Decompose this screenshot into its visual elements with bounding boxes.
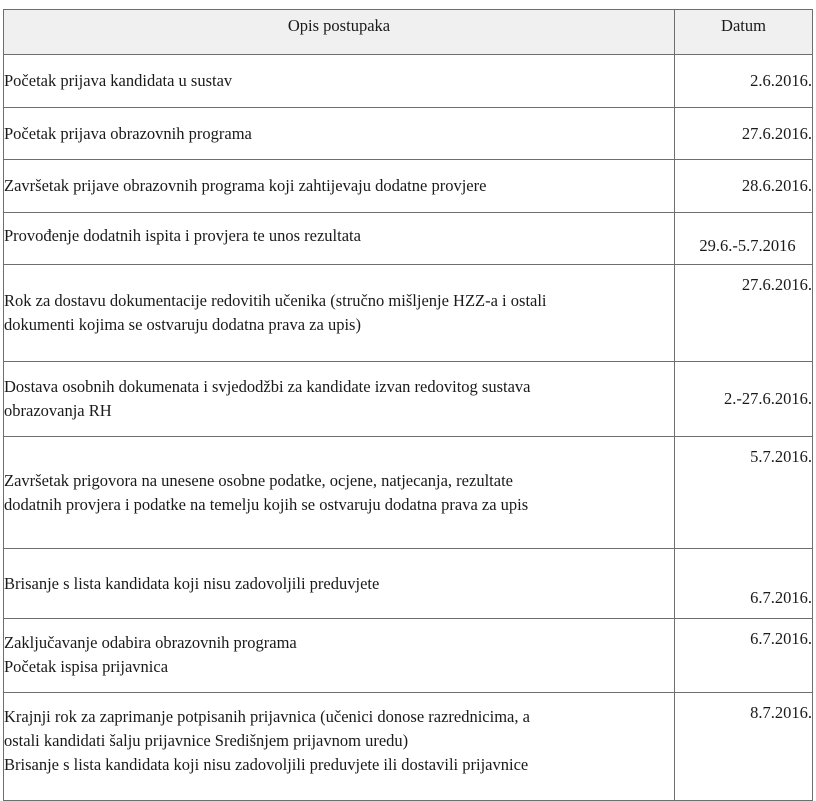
- description-line: Početak ispisa prijavnica: [4, 657, 169, 676]
- row-date: 6.7.2016.: [675, 619, 813, 693]
- row-date: 2.-27.6.2016.: [675, 362, 813, 437]
- header-row: [4, 10, 813, 55]
- description-line: Početak prijava obrazovnih programa: [4, 123, 252, 143]
- row-date: 28.6.2016.: [675, 160, 813, 213]
- description-line: Brisanje s lista kandidata koji nisu zadovoljili preduvjete: [4, 573, 380, 593]
- row-description: [4, 437, 675, 549]
- header-date: Datum: [675, 10, 813, 55]
- table-row: [4, 265, 813, 362]
- row-date: 8.7.2016.: [675, 693, 813, 801]
- table-row: [4, 213, 813, 265]
- row-description: [4, 693, 675, 801]
- table-row: [4, 108, 813, 160]
- table-row: [4, 619, 813, 693]
- description-line: Završetak prijave obrazovnih programa koji zahtijevaju dodatne provjere: [4, 176, 487, 195]
- row-date: 27.6.2016.: [675, 108, 813, 160]
- description-line: Početak prijava kandidata u sustav: [4, 71, 233, 90]
- row-date: 29.6.-5.7.2016: [675, 213, 813, 265]
- table-body: [4, 55, 813, 801]
- row-date: 2.6.2016.: [675, 55, 813, 108]
- row-date: 6.7.2016.: [675, 549, 813, 619]
- table-row: [4, 549, 813, 619]
- description-line: Krajnji rok za zaprimanje potpisanih prijavnica (učenici donose razrednicima, a: [4, 707, 530, 726]
- row-description: [4, 619, 675, 693]
- description-line: dokumenti kojima se ostvaruju dodatna prava za upis): [4, 315, 361, 334]
- row-description: [4, 265, 675, 362]
- description-line: ostali kandidati šalju prijavnice Središnjem prijavnom uredu): [4, 731, 409, 750]
- description-line: Rok za dostavu dokumentacije redovitih učenika (stručno mišljenje HZZ-a i ostali: [4, 291, 547, 310]
- header-description: Opis postupaka: [4, 10, 675, 55]
- description-line: Provođenje dodatnih ispita i provjera te unos rezultata: [4, 226, 361, 245]
- row-description: [4, 213, 675, 265]
- row-description: [4, 362, 675, 437]
- table-row: [4, 693, 813, 801]
- row-date: 27.6.2016.: [675, 265, 813, 362]
- table-row: [4, 55, 813, 108]
- row-date: 5.7.2016.: [675, 437, 813, 549]
- row-description: [4, 108, 675, 160]
- table-row: [4, 362, 813, 437]
- row-description: [4, 55, 675, 108]
- schedule-table: [3, 9, 813, 801]
- description-line: Zaključavanje odabira obrazovnih programa: [4, 633, 297, 652]
- description-line: obrazovanja RH: [4, 401, 112, 420]
- table-row: [4, 437, 813, 549]
- table-header: [4, 10, 813, 55]
- description-line: dodatnih provjera i podatke na temelju kojih se ostvaruju dodatna prava za upis: [4, 494, 529, 514]
- description-line: Dostava osobnih dokumenata i svjedodžbi za kandidate izvan redovitog sustava: [4, 377, 531, 396]
- description-line: Brisanje s lista kandidata koji nisu zadovoljili preduvjete ili dostavili prijavnice: [4, 755, 529, 774]
- row-description: [4, 549, 675, 619]
- description-line: Završetak prigovora na unesene osobne podatke, ocjene, natjecanja, rezultate: [4, 470, 513, 490]
- row-description: [4, 160, 675, 213]
- table-row: [4, 160, 813, 213]
